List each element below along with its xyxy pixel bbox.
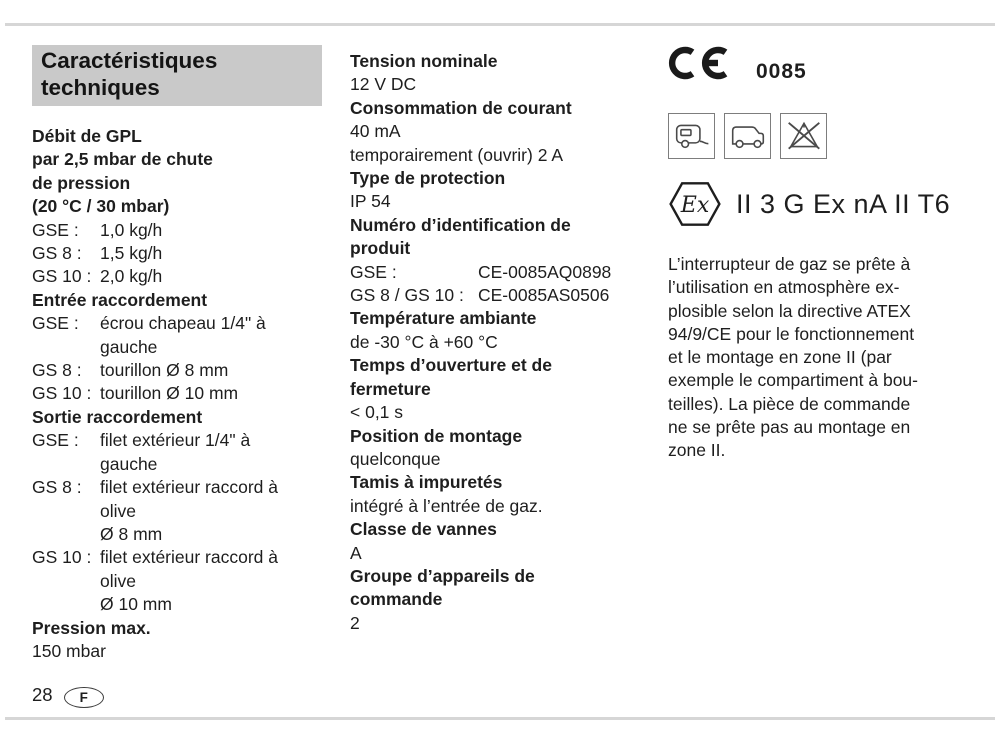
spec-value: filet extérieur raccord à	[100, 477, 278, 498]
spec-pair	[32, 546, 336, 569]
spec-pair	[32, 336, 336, 359]
atex-description	[668, 253, 962, 463]
spec-heading: par 2,5 mbar de chute	[32, 149, 213, 170]
middle-column	[350, 50, 652, 635]
spec-label: GS 8 :	[32, 360, 82, 381]
spec-value: Ø 8 mm	[100, 523, 163, 544]
ex-hexagon-icon	[668, 181, 722, 227]
spec-value: gauche	[100, 453, 158, 474]
section-title	[32, 45, 322, 106]
atex-description-line: teilles). La pièce de commande	[668, 393, 911, 414]
spec-value: Ø 10 mm	[100, 594, 172, 615]
spec-label	[32, 500, 100, 523]
spec-heading: Entrée raccordement	[32, 289, 208, 310]
spec-value: olive	[100, 500, 136, 521]
approval-pictograms	[668, 113, 962, 159]
spec-pair	[32, 382, 336, 405]
svg-text:Ex: Ex	[680, 192, 710, 218]
spec-heading: Position de montage	[350, 425, 523, 446]
spec-value: 150 mbar	[32, 640, 106, 661]
notified-body-number: 0085	[756, 60, 807, 83]
spec-pair	[350, 261, 652, 284]
spec-value: CE-0085AQ0898	[478, 261, 612, 282]
spec-value: CE-0085AS0506	[478, 285, 610, 306]
spec-heading: Pression max.	[32, 617, 151, 638]
atex-description-line: exemple le compartiment à bou-	[668, 370, 918, 391]
spec-value: temporairement (ouvrir) 2 A	[350, 144, 563, 165]
spec-value: tourillon Ø 10 mm	[100, 383, 239, 404]
spec-heading: Numéro d’identification de	[350, 214, 571, 235]
spec-pair	[32, 219, 336, 242]
motorhome-icon	[724, 113, 771, 159]
spec-label: GS 8 :	[32, 477, 82, 498]
atex-description-line: l’utilisation en atmosphère ex-	[668, 277, 900, 298]
spec-heading: de pression	[32, 172, 131, 193]
atex-description-line: 94/9/CE pour le fonctionnement	[668, 323, 915, 344]
spec-value: 40 mA	[350, 121, 401, 142]
spec-pair	[32, 500, 336, 523]
spec-heading: (20 °C / 30 mbar)	[32, 196, 170, 217]
spec-value: filet extérieur 1/4" à	[100, 430, 251, 451]
spec-pair	[32, 242, 336, 265]
spec-pair	[32, 476, 336, 499]
page-top-edge-line	[5, 23, 995, 26]
spec-pair	[32, 312, 336, 335]
spec-pair	[32, 359, 336, 382]
spec-value: < 0,1 s	[350, 402, 404, 423]
spec-value: gauche	[100, 336, 158, 357]
spec-heading: Temps d’ouverture et de	[350, 355, 552, 376]
spec-label: GSE :	[32, 430, 79, 451]
spec-value: 2,0 kg/h	[100, 266, 163, 287]
spec-value: 12 V DC	[350, 74, 417, 95]
atex-description-line: et le montage en zone II (par	[668, 347, 892, 368]
spec-value: IP 54	[350, 191, 391, 212]
atex-description-line: L’interrupteur de gaz se prête à	[668, 254, 911, 274]
spec-value: filet extérieur raccord à	[100, 547, 278, 568]
spec-heading: Sortie raccordement	[32, 406, 203, 427]
no-tent-icon	[780, 113, 827, 159]
atex-description-line: zone II.	[668, 440, 726, 461]
spec-pair	[350, 284, 652, 307]
ce-logo-icon	[668, 46, 730, 80]
page-bottom-edge-line	[5, 717, 995, 720]
spec-label: GSE :	[350, 261, 397, 282]
spec-label: GS 8 / GS 10 :	[350, 285, 464, 306]
spec-label	[32, 336, 100, 359]
right-column	[668, 46, 962, 463]
spec-heading: produit	[350, 238, 411, 259]
spec-value: 2	[350, 612, 360, 633]
spec-label: GS 10 :	[32, 547, 92, 568]
left-spec-list	[32, 125, 336, 663]
spec-value: écrou chapeau 1/4" à	[100, 313, 266, 334]
atex-classification-code: II 3 G Ex nA II T6	[736, 188, 951, 219]
language-country-badge	[64, 687, 104, 708]
atex-description-line: plosible selon la directive ATEX	[668, 300, 911, 321]
spec-value: quelconque	[350, 448, 441, 469]
spec-label: GSE :	[32, 219, 79, 240]
spec-label	[32, 570, 100, 593]
spec-pair	[32, 265, 336, 288]
caravan-icon	[668, 113, 715, 159]
spec-label	[32, 523, 100, 546]
ce-marking	[668, 46, 962, 83]
spec-value: 1,0 kg/h	[100, 219, 163, 240]
spec-label: GS 10 :	[32, 266, 92, 287]
middle-spec-list	[350, 50, 652, 635]
section-title-line1: Caractéristiques	[41, 48, 218, 73]
spec-pair	[32, 429, 336, 452]
country-code: F	[79, 690, 89, 705]
spec-heading: commande	[350, 589, 443, 610]
spec-label: GS 10 :	[32, 383, 92, 404]
spec-value: intégré à l’entrée de gaz.	[350, 495, 543, 516]
spec-label: GSE :	[32, 313, 79, 334]
page-number: 28	[32, 684, 53, 705]
spec-pair	[32, 593, 336, 616]
spec-label	[32, 453, 100, 476]
atex-description-line: ne se prête pas au montage en	[668, 417, 911, 438]
spec-heading: fermeture	[350, 378, 431, 399]
spec-heading: Débit de GPL	[32, 126, 142, 146]
spec-heading: Type de protection	[350, 168, 506, 189]
spec-heading: Classe de vannes	[350, 519, 497, 540]
spec-label: GS 8 :	[32, 243, 82, 264]
spec-value: de -30 °C à +60 °C	[350, 331, 498, 352]
spec-label	[32, 593, 100, 616]
spec-pair	[32, 523, 336, 546]
atex-marking	[668, 181, 962, 227]
spec-heading: Tamis à impuretés	[350, 472, 503, 493]
spec-heading: Consommation de courant	[350, 97, 572, 118]
spec-heading: Tension nominale	[350, 51, 498, 71]
section-title-line2: techniques	[41, 74, 160, 100]
spec-pair	[32, 570, 336, 593]
spec-value: tourillon Ø 8 mm	[100, 360, 229, 381]
spec-value: 1,5 kg/h	[100, 243, 163, 264]
spec-value: olive	[100, 570, 136, 591]
left-column	[32, 45, 336, 663]
spec-heading: Groupe d’appareils de	[350, 565, 535, 586]
spec-value: A	[350, 542, 362, 563]
spec-pair	[32, 453, 336, 476]
spec-heading: Température ambiante	[350, 308, 537, 329]
